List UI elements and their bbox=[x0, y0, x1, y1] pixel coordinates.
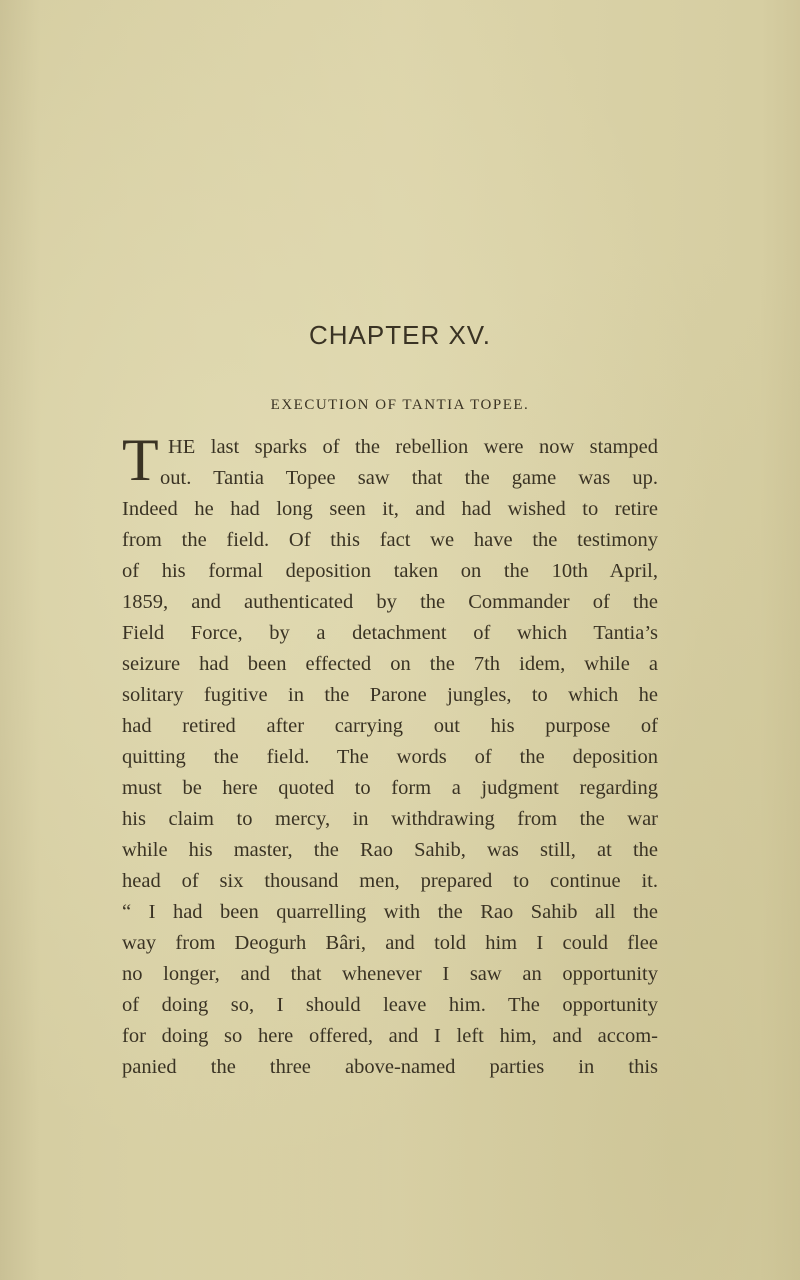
text-line: solitary fugitive in the Parone jungles, to which he bbox=[122, 684, 658, 706]
text-line: out. Tantia Topee saw that the game was up. bbox=[160, 467, 658, 489]
text-line: 1859, and authenticated by the Commander of the bbox=[122, 591, 658, 613]
drop-cap-letter: T bbox=[122, 427, 159, 493]
text-line: of doing so, I should leave him. The opportunity bbox=[122, 994, 658, 1016]
text-line: must be here quoted to form a judgment regarding bbox=[122, 777, 658, 799]
text-line: Field Force, by a detachment of which Tantia’s bbox=[122, 622, 658, 644]
text-line: panied the three above-named parties in this bbox=[122, 1056, 658, 1078]
chapter-heading: CHAPTER XV. bbox=[309, 320, 491, 350]
body-paragraph bbox=[122, 427, 658, 1083]
text-line: quitting the field. The words of the deposition bbox=[122, 746, 658, 768]
section-heading: EXECUTION OF TANTIA TOPEE. bbox=[270, 397, 530, 413]
text-line: seizure had been effected on the 7th idem, while a bbox=[122, 653, 658, 675]
text-line: of his formal deposition taken on the 10th April, bbox=[122, 560, 658, 582]
text-line: way from Deogurh Bâri, and told him I could flee bbox=[122, 932, 658, 954]
text-line: head of six thousand men, prepared to continue it. bbox=[122, 870, 658, 892]
text-line: from the field. Of this fact we have the testimony bbox=[122, 529, 658, 551]
text-line: for doing so here offered, and I left him, and accom- bbox=[122, 1025, 658, 1047]
text-line: no longer, and that whenever I saw an opportunity bbox=[122, 963, 658, 985]
text-line: Indeed he had long seen it, and had wished to retire bbox=[122, 498, 658, 520]
text-line: while his master, the Rao Sahib, was still, at the bbox=[122, 839, 658, 861]
text-line: had retired after carrying out his purpose of bbox=[122, 715, 658, 737]
text-line: “ I had been quarrelling with the Rao Sahib all the bbox=[122, 901, 658, 923]
text-line: HE last sparks of the rebellion were now stamped bbox=[168, 436, 658, 458]
text-line: his claim to mercy, in withdrawing from the war bbox=[122, 808, 658, 830]
